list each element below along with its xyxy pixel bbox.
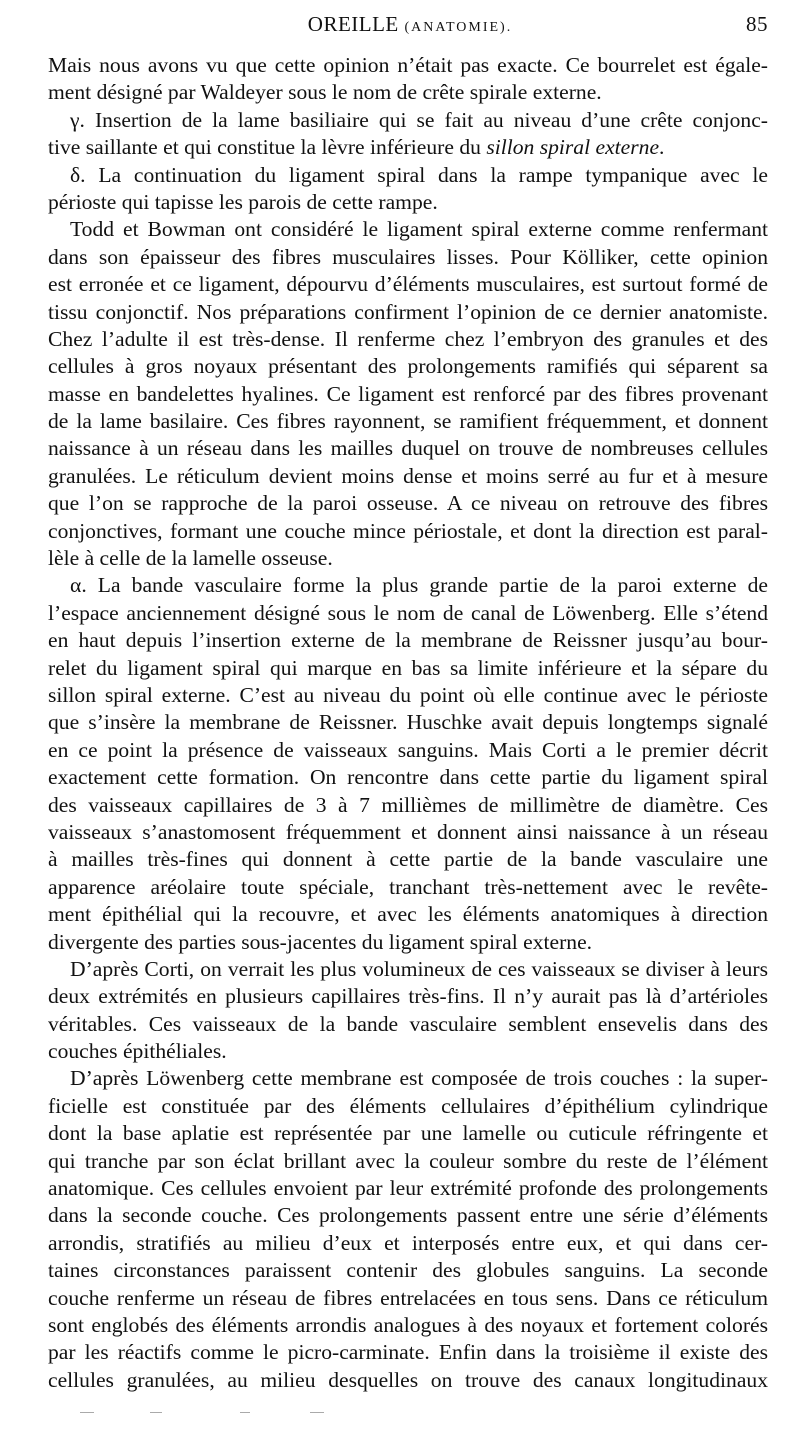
text-line: de la lame basilaire. Ces fibres rayonnent, se ramifient fréquemment, et donnent <box>48 409 768 434</box>
text-line: ficielle est constituée par des éléments cellulaires d’épithélium cylindrique <box>48 1093 768 1118</box>
text-line: des vaisseaux capillaires de 3 à 7 millièmes de millimètre de diamètre. Ces <box>48 792 768 817</box>
text-line: périoste qui tapisse les parois de cette rampe. <box>48 189 438 214</box>
text-line: couche renferme un réseau de fibres entrelacées en tous sens. Dans ce réticulum <box>48 1285 768 1310</box>
text-line: cellules granulées, au milieu desquelles on trouve des canaux longitudinaux <box>48 1367 768 1392</box>
text-line: tissu conjonctif. Nos préparations confirment l’opinion de ce dernier anatomiste. <box>48 299 768 324</box>
scan-mark <box>150 1412 162 1413</box>
scan-mark <box>80 1412 94 1413</box>
text-line: Todd et Bowman ont considéré le ligament spiral externe comme renfermant <box>70 217 768 242</box>
italic-term-end: . <box>659 135 665 160</box>
text-line: exactement cette formation. On rencontre dans cette partie du ligament spiral <box>48 765 768 790</box>
text-line: couches épithéliales. <box>48 1039 227 1064</box>
text-line: relet du ligament spiral qui marque en bas sa limite inférieure et la sépare du <box>48 655 768 680</box>
text-line: naissance à un réseau dans les mailles duquel on trouve de nombreuses cellules <box>48 436 768 461</box>
text-line: sillon spiral externe. C’est au niveau du point où elle continue avec le périoste <box>48 682 768 707</box>
text-line: à mailles très-fines qui donnent à cette partie de la bande vasculaire une <box>48 847 768 872</box>
text-line: qui tranche par son éclat brillant avec la couleur sombre du reste de l’élément <box>48 1148 768 1173</box>
text-line: par les réactifs comme le picro-carminate. Enfin dans la troisième il existe des <box>48 1340 768 1365</box>
text-line: en ce point la présence de vaisseaux sanguins. Mais Corti a le premier décrit <box>48 737 768 762</box>
text-line: Mais nous avons vu que cette opinion n’était pas exacte. Ce bourrelet est égale- <box>48 53 768 77</box>
running-title <box>52 12 768 37</box>
text-line: anatomique. Ces cellules envoient par leur extrémité profonde des prolongements <box>48 1176 768 1201</box>
text-line <box>48 134 768 161</box>
text-line: cellules à gros noyaux présentant des prolongements ramifiés qui séparent sa <box>48 354 768 379</box>
page-number: 85 <box>746 12 768 36</box>
text-line: conjonctives, formant une couche mince périostale, et dont la direction est paral- <box>48 518 768 543</box>
text-line: vaisseaux s’anastomosent fréquemment et donnent ainsi naissance à un réseau <box>48 819 768 844</box>
text-line: est erronée et ce ligament, dépourvu d’éléments musculaires, est surtout formé de <box>48 272 768 297</box>
italic-term: sillon spiral externe <box>486 135 660 160</box>
text-line: lèle à celle de la lamelle osseuse. <box>48 546 333 571</box>
scan-mark <box>240 1412 250 1413</box>
text-line: apparence aréolaire toute spéciale, tranchant très-nettement avec le revête- <box>48 874 768 899</box>
text-line: ment épithélial qui la recouvre, et avec les éléments anatomiques à direction <box>48 902 768 927</box>
text-line: en haut depuis l’insertion externe de la membrane de Reissner jusqu’au bour- <box>48 628 768 653</box>
text-line: que s’insère la membrane de Reissner. Huschke avait depuis longtemps signalé <box>48 710 768 735</box>
text-line-start: tive saillante et qui constitue la lèvre inférieure du <box>48 135 487 160</box>
text-line: dans son épaisseur des fibres musculaires lisses. Pour Kölliker, cette opinion <box>48 244 768 269</box>
text-line: masse en bandelettes hyalines. Ce ligament est renforcé par des fibres provenant <box>48 381 768 406</box>
text-line: γ. Insertion de la lame basiliaire qui se fait au niveau d’une crête conjonc- <box>70 107 768 132</box>
text-line: arrondis, stratifiés au milieu d’eux et interposés entre eux, et qui dans cer- <box>48 1230 768 1255</box>
text-line: granulées. Le réticulum devient moins dense et moins serré au fur et à mesure <box>48 463 768 488</box>
header-subtitle: (ANATOMIE). <box>404 20 513 35</box>
text-line: taines circonstances paraissent contenir des globules sanguins. La seconde <box>48 1258 768 1283</box>
scan-mark <box>310 1412 324 1413</box>
text-line: α. La bande vasculaire forme la plus grande partie de la paroi externe de <box>70 573 768 598</box>
text-line: véritables. Ces vaisseaux de la bande vasculaire semblent ensevelis dans des <box>48 1011 768 1036</box>
header-title: OREILLE <box>307 12 399 36</box>
text-line: D’après Löwenberg cette membrane est composée de trois couches : la super- <box>70 1066 768 1091</box>
text-line: que l’on se rapproche de la paroi osseuse. A ce niveau on retrouve des fibres <box>48 491 768 516</box>
text-line: ment désigné par Waldeyer sous le nom de crête spirale externe. <box>48 80 602 105</box>
text-line: dont la base aplatie est représentée par une lamelle ou cuticule réfringente et <box>48 1121 768 1146</box>
text-line: deux extrémités en plusieurs capillaires très-fins. Il n’y aurait pas là d’artérioles <box>48 984 768 1009</box>
text-line: divergente des parties sous-jacentes du ligament spiral externe. <box>48 929 593 954</box>
text-line: l’espace anciennement désigné sous le nom de canal de Löwenberg. Elle s’étend <box>48 600 768 625</box>
running-header <box>52 12 768 44</box>
text-line: dans la seconde couche. Ces prolongements passent entre une série d’éléments <box>48 1203 768 1228</box>
text-line: sont englobés des éléments arrondis analogues à des noyaux et fortement colorés <box>48 1312 768 1337</box>
text-line: δ. La continuation du ligament spiral dans la rampe tympanique avec le <box>70 162 768 187</box>
bottom-scan-marks <box>60 1408 460 1418</box>
text-line: Chez l’adulte il est très-dense. Il renferme chez l’embryon des granules et des <box>48 326 768 351</box>
body-text <box>48 52 768 1394</box>
text-line: D’après Corti, on verrait les plus volumineux de ces vaisseaux se diviser à leurs <box>70 956 768 981</box>
